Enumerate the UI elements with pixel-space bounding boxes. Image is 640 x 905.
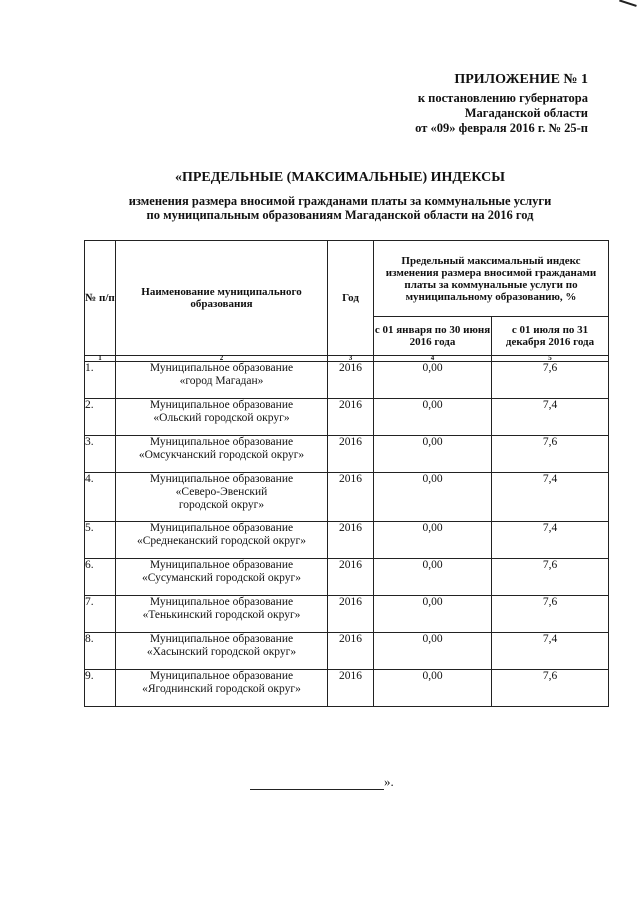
name-line: Муниципальное образование	[149, 559, 294, 571]
index-second-half: 7,6	[492, 362, 609, 399]
index-second-half: 7,4	[492, 522, 609, 559]
table-row	[85, 522, 609, 559]
municipality-name	[116, 473, 328, 522]
name-line: «Сусуманский городской округ»	[141, 572, 301, 584]
table-row	[85, 399, 609, 436]
heading-sub-1: изменения размера вносимой гражданами платы за коммунальные услуги	[128, 194, 552, 208]
header-number: № п/п	[85, 241, 116, 356]
index-first-half: 0,00	[374, 362, 492, 399]
document-heading	[80, 170, 600, 222]
municipality-name	[116, 522, 328, 559]
index-second-half: 7,6	[492, 559, 609, 596]
table-header-row	[85, 241, 609, 317]
name-line: «Хасынский городской округ»	[146, 646, 297, 658]
index-second-half: 7,4	[492, 399, 609, 436]
name-line: Муниципальное образование	[149, 436, 294, 448]
index-first-half: 0,00	[374, 559, 492, 596]
index-second-half: 7,6	[492, 596, 609, 633]
header-name: Наименование муниципального образования	[116, 241, 328, 356]
index-first-half: 0,00	[374, 522, 492, 559]
heading-sub-2: по муниципальным образованиям Магаданской области на 2016 год	[146, 208, 534, 222]
row-year: 2016	[328, 399, 374, 436]
index-second-half: 7,4	[492, 473, 609, 522]
index-first-half: 0,00	[374, 633, 492, 670]
table-row	[85, 559, 609, 596]
name-line: городской округ»	[178, 499, 265, 511]
municipality-name	[116, 559, 328, 596]
index-second-half: 7,4	[492, 633, 609, 670]
name-line: Муниципальное образование	[149, 362, 294, 374]
indices-table	[84, 240, 609, 707]
name-line: Муниципальное образование	[149, 596, 294, 608]
appendix-title: ПРИЛОЖЕНИЕ № 1	[454, 72, 588, 87]
table-row	[85, 633, 609, 670]
column-number: 1	[85, 356, 116, 362]
row-year: 2016	[328, 559, 374, 596]
signature-line	[250, 779, 384, 790]
municipality-name	[116, 399, 328, 436]
row-number: 5.	[85, 522, 116, 559]
municipality-name	[116, 596, 328, 633]
index-second-half: 7,6	[492, 670, 609, 707]
table-row	[85, 473, 609, 522]
column-number: 5	[492, 356, 609, 362]
row-number: 2.	[85, 399, 116, 436]
closing-mark	[250, 774, 394, 790]
index-first-half: 0,00	[374, 596, 492, 633]
municipality-name	[116, 362, 328, 399]
header-index: Предельный максимальный индекс изменения размера вносимой гражданами платы за коммунальные услуги по муниципальному образованию, %	[374, 241, 609, 317]
header-year: Год	[328, 241, 374, 356]
name-line: Муниципальное образование	[149, 522, 294, 534]
scan-mark	[617, 0, 637, 13]
table-row	[85, 436, 609, 473]
name-line: «Ягоднинский городской округ»	[142, 683, 301, 695]
row-year: 2016	[328, 473, 374, 522]
index-first-half: 0,00	[374, 436, 492, 473]
name-line: «Северо-Эвенский	[175, 486, 268, 498]
name-line: Муниципальное образование	[149, 670, 294, 682]
row-year: 2016	[328, 436, 374, 473]
row-year: 2016	[328, 522, 374, 559]
name-line: «Омсукчанский городской округ»	[138, 449, 305, 461]
row-number: 3.	[85, 436, 116, 473]
row-year: 2016	[328, 670, 374, 707]
appendix-line-1: к постановлению губернатора	[417, 91, 588, 105]
row-number: 7.	[85, 596, 116, 633]
name-line: Муниципальное образование	[149, 399, 294, 411]
row-number: 9.	[85, 670, 116, 707]
name-line: «Среднеканский городской округ»	[136, 535, 307, 547]
appendix-line-3: от «09» февраля 2016 г. № 25-п	[415, 121, 588, 135]
index-first-half: 0,00	[374, 670, 492, 707]
row-year: 2016	[328, 633, 374, 670]
name-line: «город Магадан»	[179, 375, 264, 387]
column-number: 4	[374, 356, 492, 362]
column-number: 3	[328, 356, 374, 362]
header-second-half: с 01 июля по 31 декабря 2016 года	[492, 317, 609, 356]
row-number: 1.	[85, 362, 116, 399]
table-row	[85, 362, 609, 399]
row-number: 4.	[85, 473, 116, 522]
appendix-block	[358, 72, 588, 136]
header-first-half: с 01 января по 30 июня 2016 года	[374, 317, 492, 356]
municipality-name	[116, 670, 328, 707]
index-second-half: 7,6	[492, 436, 609, 473]
table-row	[85, 596, 609, 633]
name-line: Муниципальное образование	[149, 633, 294, 645]
index-first-half: 0,00	[374, 399, 492, 436]
index-first-half: 0,00	[374, 473, 492, 522]
municipality-name	[116, 633, 328, 670]
row-year: 2016	[328, 596, 374, 633]
row-number: 6.	[85, 559, 116, 596]
appendix-line-2: Магаданской области	[464, 106, 588, 120]
column-number: 2	[116, 356, 328, 362]
closing-quote: ».	[384, 774, 394, 789]
row-year: 2016	[328, 362, 374, 399]
name-line: «Ольский городской округ»	[153, 412, 290, 424]
municipality-name	[116, 436, 328, 473]
name-line: «Тенькинский городской округ»	[142, 609, 301, 621]
table-row	[85, 670, 609, 707]
name-line: Муниципальное образование	[149, 473, 294, 485]
row-number: 8.	[85, 633, 116, 670]
heading-main: «ПРЕДЕЛЬНЫЕ (МАКСИМАЛЬНЫЕ) ИНДЕКСЫ	[174, 170, 506, 185]
